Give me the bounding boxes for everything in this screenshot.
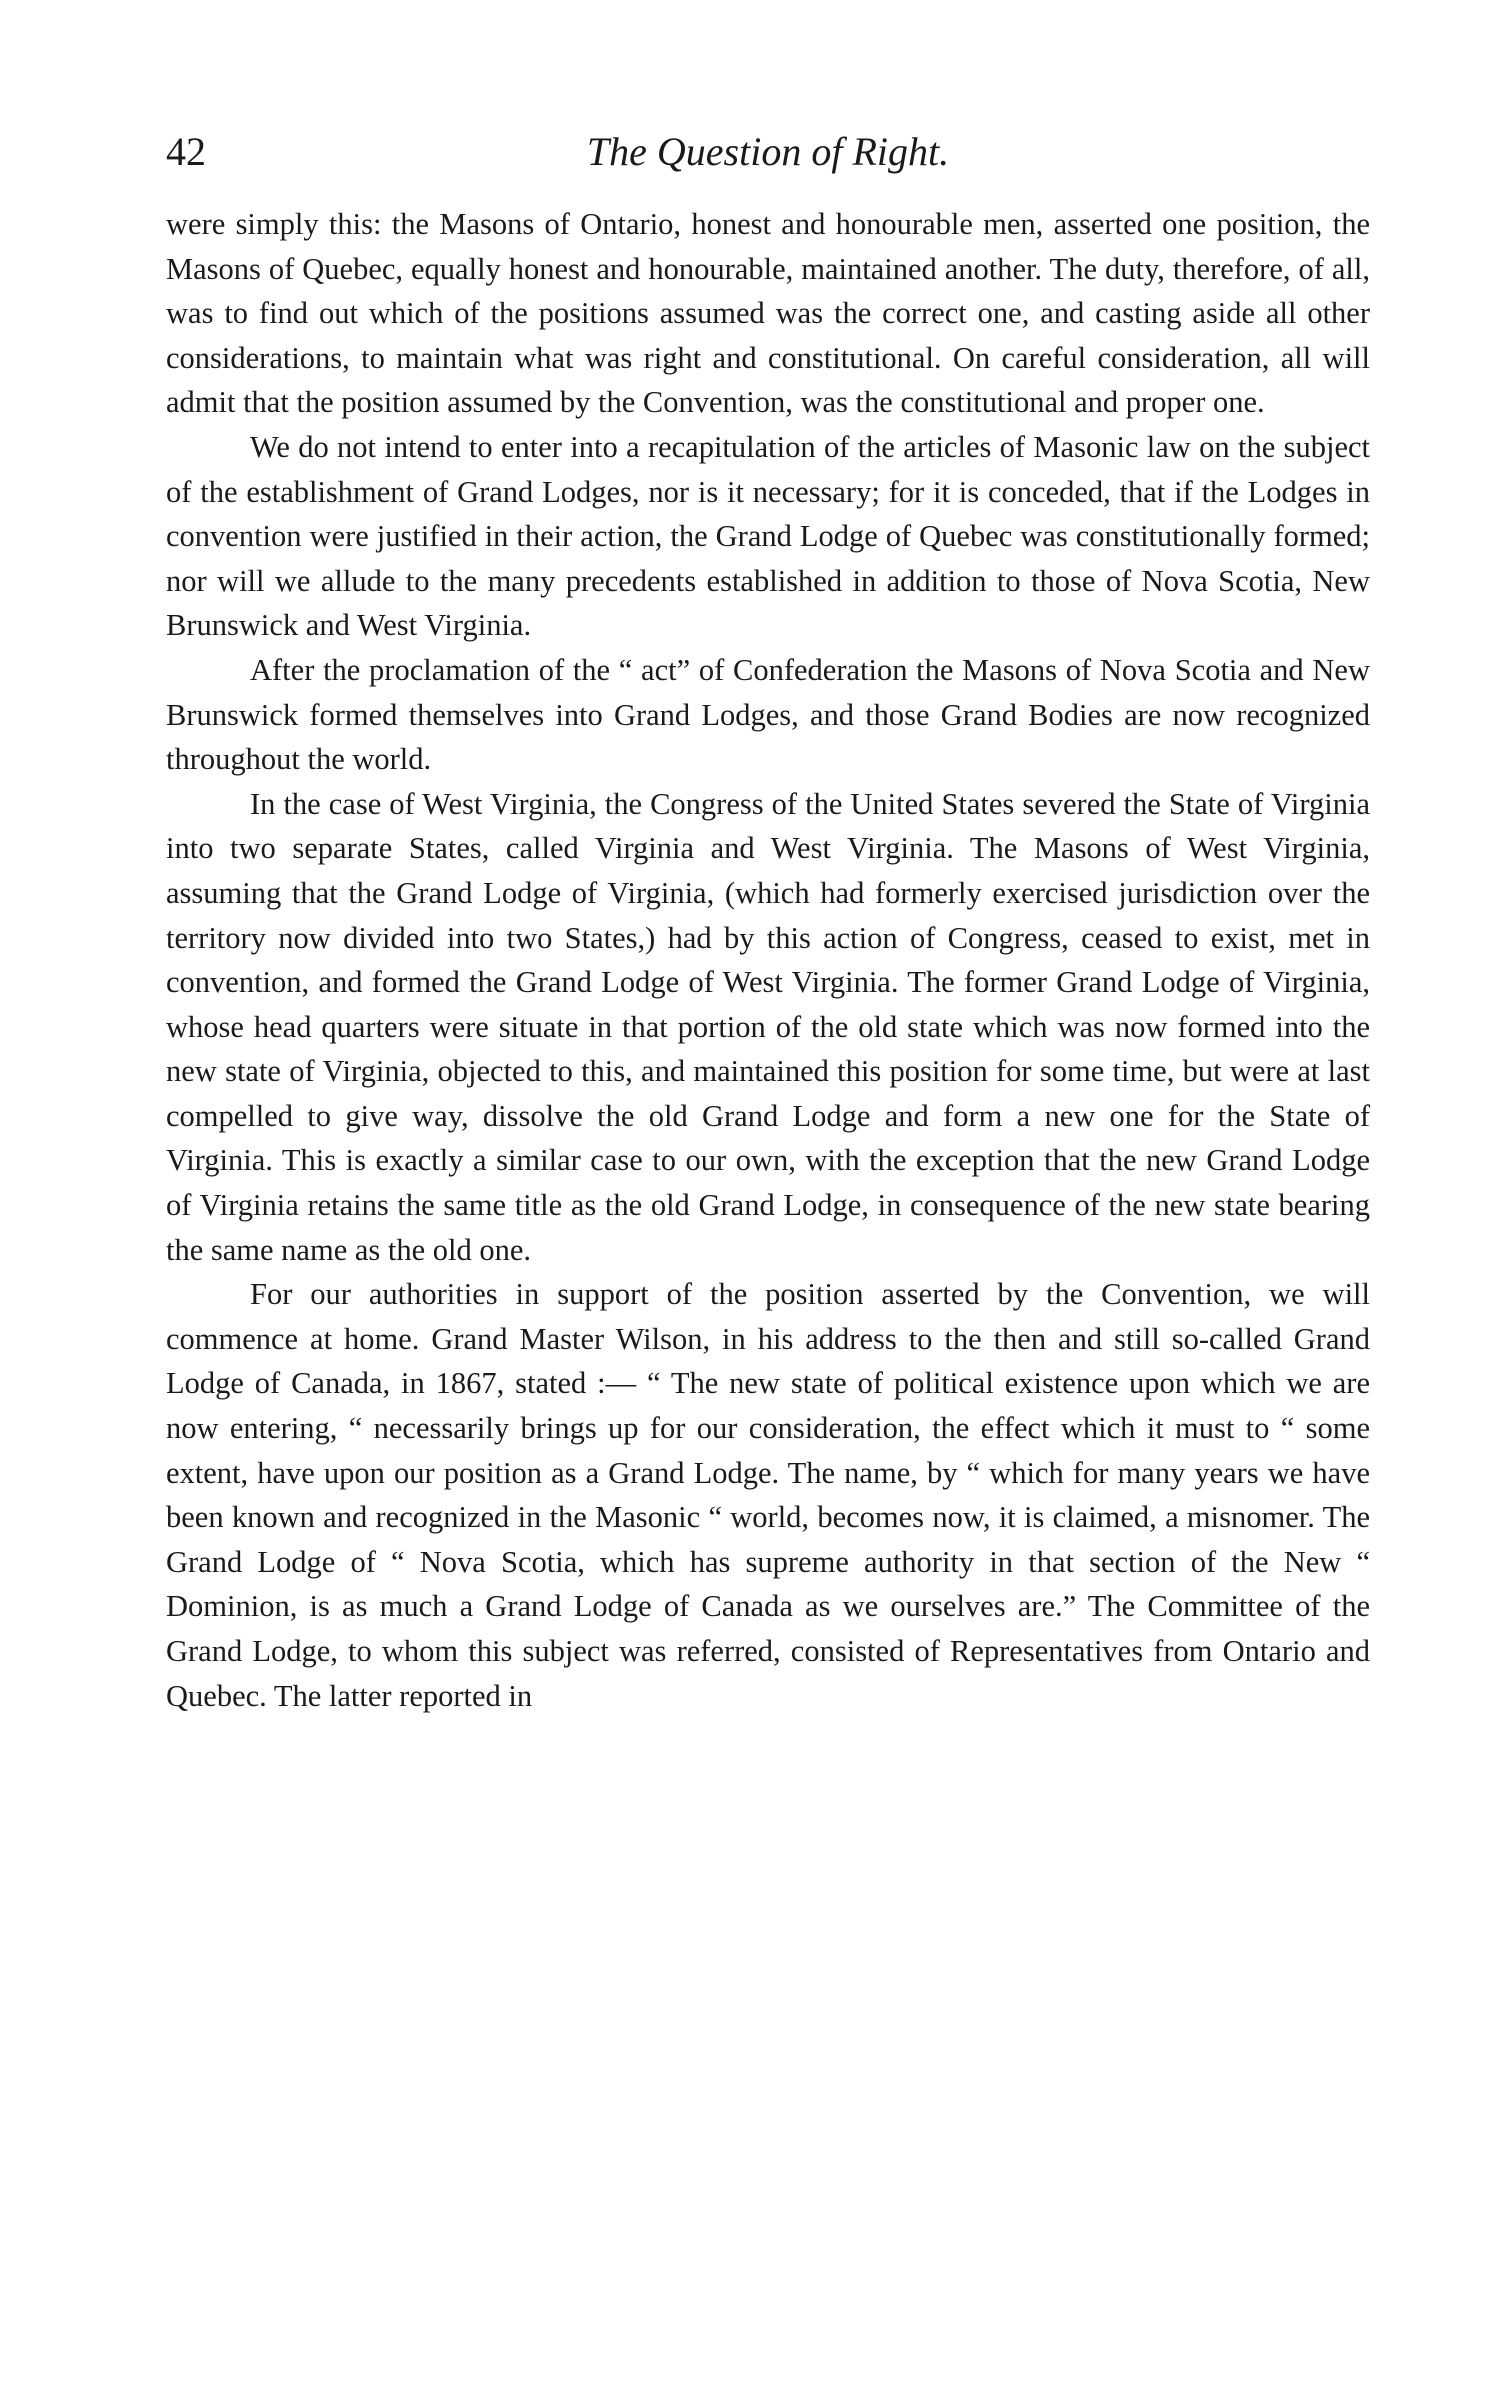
paragraph-confederation: After the proclamation of the “ act” of Confederation the Masons of Nova Scotia and New Brunswick formed themselves into Grand Lodges, and those Grand Bodies are now recognized throughout the world.: [166, 652, 1370, 777]
paragraph-authorities: For our authorities in support of the position asserted by the Convention, we will commence at home. Grand Master Wilson, in his address to the then and still so-called Grand Lodge of Canada, in 1867, stated :— “ The new state of political existence upon which we are now entering, “ necessarily brings up for our consideration, the effect which it must to “ some extent, have upon our position as a Grand Lodge. The name, by “ which for many years we have been known and recognized in the Masonic “ world, becomes now, it is claimed, a misnomer. The Grand Lodge of “ Nova Scotia, which has supreme authority in that section of the New “ Dominion, is as much a Grand Lodge of Canada as we ourselves are.” The Committee of the Grand Lodge, to whom this subject was referred, consisted of Representatives from Ontario and Quebec. The latter reported in: [166, 1277, 1370, 1713]
page-number: 42: [166, 129, 206, 174]
paragraph-west-virginia: In the case of West Virginia, the Congress of the United States severed the State of Virginia into two separate States, called Virginia and West Virginia. The Masons of West Virginia, assuming that the Grand Lodge of Virginia, (which had formerly exercised jurisdiction over the territory now divided into two States,) had by this action of Congress, ceased to exist, met in convention, and formed the Grand Lodge of West Virginia. The former Grand Lodge of Virginia, whose head quarters were situate in that portion of the old state which was now formed into the new state of Virginia, objected to this, and maintained this position for some time, but were at last compelled to give way, dissolve the old Grand Lodge and form a new one for the State of Virginia. This is exactly a similar case to our own, with the exception that the new Grand Lodge of Virginia retains the same title as the old Grand Lodge, in consequence of the new state bearing the same name as the old one.: [166, 786, 1370, 1267]
body-text: [166, 202, 1370, 1718]
running-title: The Question of Right.: [586, 129, 950, 174]
paragraph-masonic-law: We do not intend to enter into a recapitulation of the articles of Masonic law on the subject of the establishment of Grand Lodges, nor is it necessary; for it is conceded, that if the Lodges in convention were justified in their action, the Grand Lodge of Quebec was constitutionally formed; nor will we allude to the many precedents established in addition to those of Nova Scotia, New Brunswick and West Virginia.: [166, 429, 1370, 643]
paragraph-continued: were simply this: the Masons of Ontario, honest and honourable men, asserted one position, the Masons of Quebec, equally honest and honourable, maintained another. The duty, therefore, of all, was to find out which of the positions assumed was the correct one, and casting aside all other considerations, to maintain what was right and constitutional. On careful consideration, all will admit that the position assumed by the Convention, was the constitutional and proper one.: [166, 207, 1370, 420]
running-head: [166, 128, 1370, 192]
document-page: [166, 128, 1370, 1718]
